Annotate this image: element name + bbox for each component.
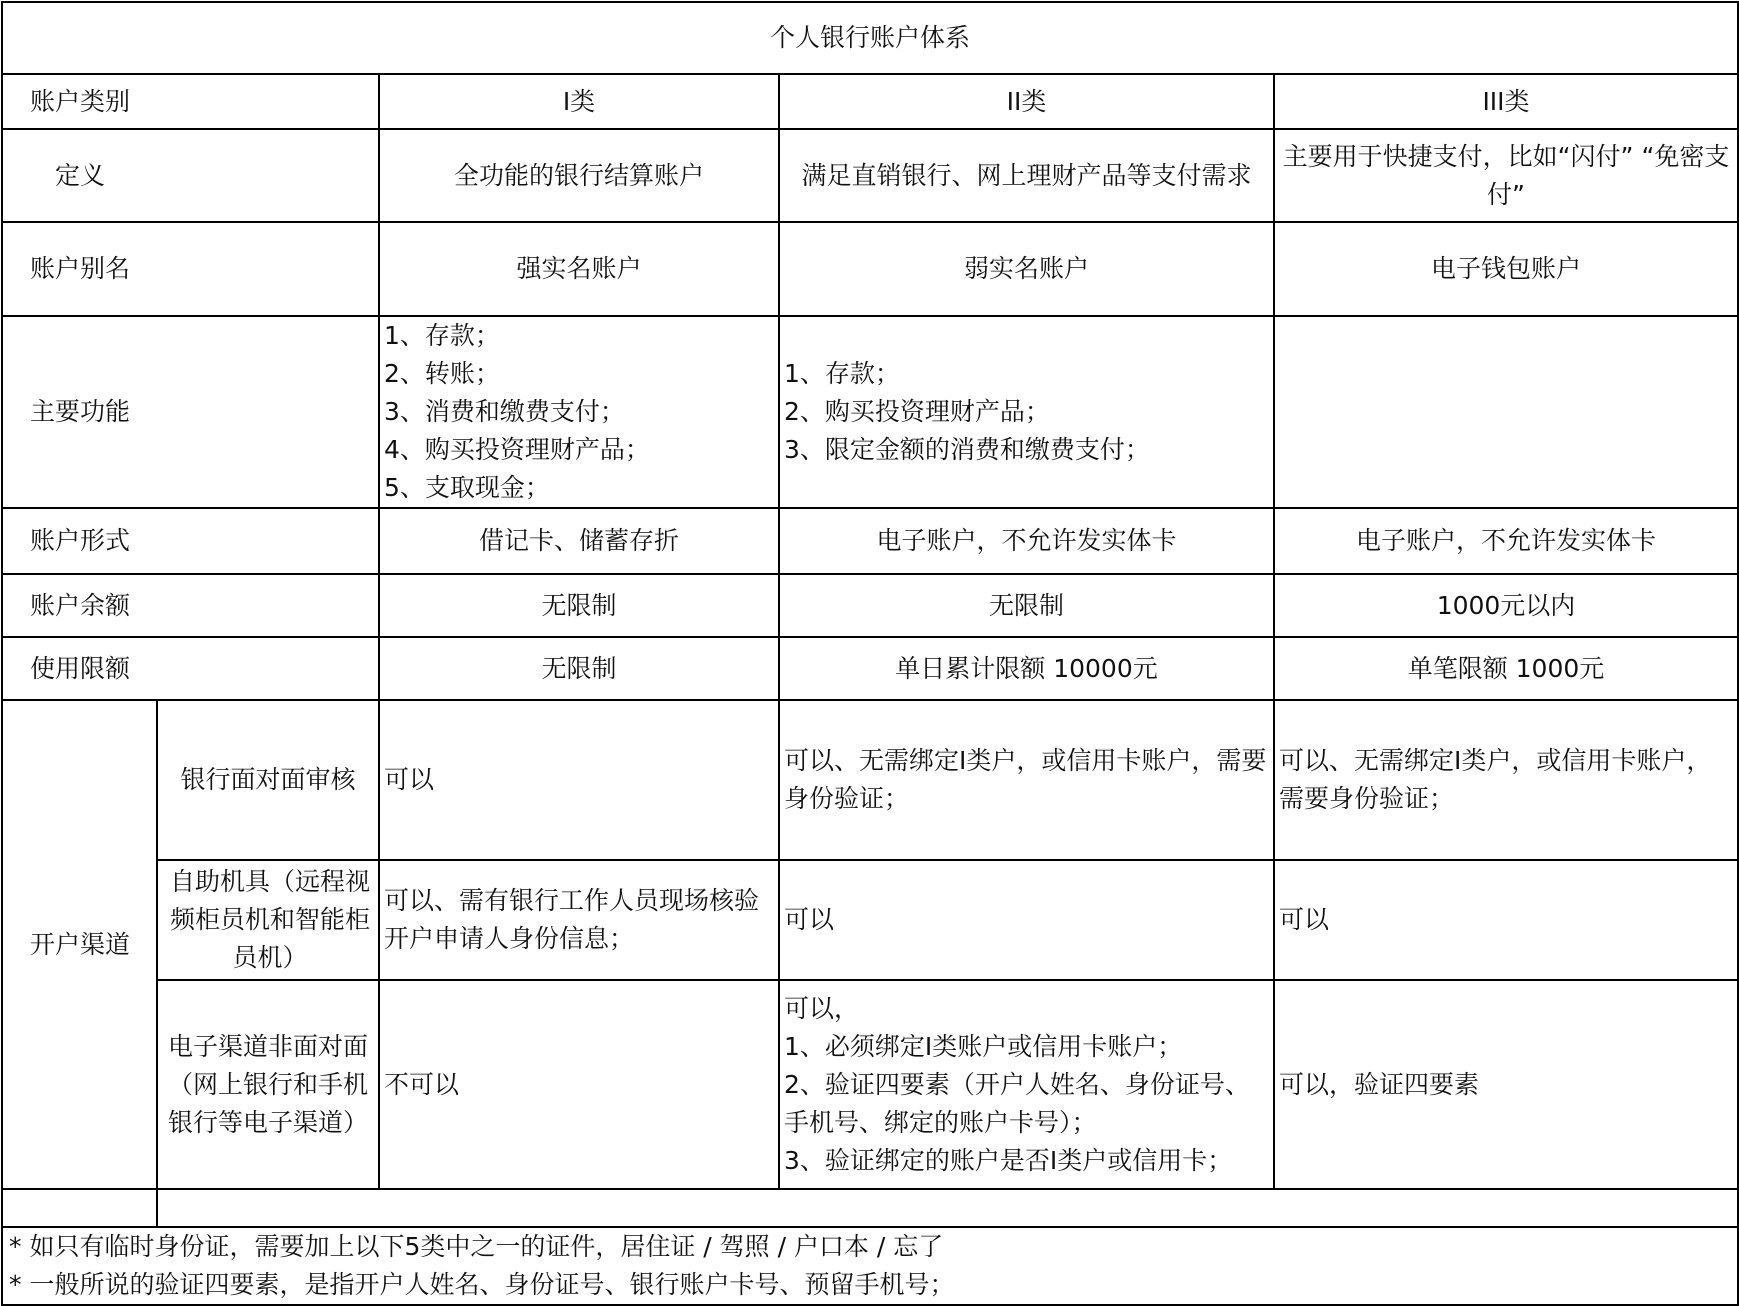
form-class-1: 借记卡、储蓄存折: [379, 508, 779, 574]
blank-row: [2, 1189, 1738, 1227]
footnote: * 一般所说的验证四要素，是指开户人姓名、身份证号、银行账户卡号、预留手机号；: [9, 1270, 955, 1299]
function-item: 4、购买投资理财产品；: [384, 435, 650, 464]
channel-counter-row: [2, 700, 1738, 860]
form-class-2: 电子账户，不允许发实体卡: [779, 508, 1274, 574]
column-header-class-1: I类: [379, 74, 779, 129]
row-label-category: 账户类别: [2, 74, 379, 129]
channel-online-row: [2, 980, 1738, 1189]
footnotes: [2, 1227, 1738, 1305]
function-item: 1、存款；: [384, 321, 500, 350]
table-title: 个人银行账户体系: [2, 2, 1738, 74]
balance-class-1: 无限制: [379, 574, 779, 637]
function-item: 2、转账；: [384, 359, 500, 388]
blank-cell: [2, 1189, 157, 1227]
row-label-form: 账户形式: [2, 508, 379, 574]
row-label-channels: 开户渠道: [2, 700, 157, 1189]
definition-class-3: 主要用于快捷支付，比如“闪付” “免密支付”: [1274, 129, 1738, 222]
channel-online-class-3: 可以，验证四要素: [1274, 980, 1738, 1189]
channel-kiosk-class-2: 可以: [779, 860, 1274, 980]
channel-kiosk-label: 自助机具（远程视 频柜员机和智能柜 员机）: [157, 860, 379, 980]
definition-class-1: 全功能的银行结算账户: [379, 129, 779, 222]
definition-row: [2, 129, 1738, 222]
alias-class-1: 强实名账户: [379, 222, 779, 316]
balance-class-2: 无限制: [779, 574, 1274, 637]
function-item: 3、限定金额的消费和缴费支付；: [784, 435, 1150, 464]
limit-class-3: 单笔限额 1000元: [1274, 637, 1738, 700]
channel-kiosk-class-3: 可以: [1274, 860, 1738, 980]
bank-account-table: [1, 1, 1739, 1306]
channel-counter-label: 银行面对面审核: [157, 700, 379, 860]
alias-class-3: 电子钱包账户: [1274, 222, 1738, 316]
channel-counter-class-1: 可以: [379, 700, 779, 860]
alias-class-2: 弱实名账户: [779, 222, 1274, 316]
footnote: * 如只有临时身份证，需要加上以下5类中之一的证件，居住证 / 驾照 / 户口本 / 忘了: [9, 1232, 944, 1261]
function-item: 3、消费和缴费支付；: [384, 397, 625, 426]
form-class-3: 电子账户，不允许发实体卡: [1274, 508, 1738, 574]
channel-kiosk-row: [2, 860, 1738, 980]
limit-class-2: 单日累计限额 10000元: [779, 637, 1274, 700]
header-row: [2, 74, 1738, 129]
form-row: [2, 508, 1738, 574]
functions-class-2: [779, 316, 1274, 508]
row-label-functions: 主要功能: [2, 316, 379, 508]
row-label-limit: 使用限额: [2, 637, 379, 700]
title-row: [2, 2, 1738, 74]
limit-class-1: 无限制: [379, 637, 779, 700]
definition-class-2: 满足直销银行、网上理财产品等支付需求: [779, 129, 1274, 222]
functions-class-1: [379, 316, 779, 508]
alias-row: [2, 222, 1738, 316]
channel-online-class-2: 可以， 1、必须绑定I类账户或信用卡账户； 2、验证四要素（开户人姓名、身份证号、 手机号、绑定的账户卡号）； 3、验证绑定的账户是否I类户或信用卡；: [779, 980, 1274, 1189]
blank-cell: [157, 1189, 1738, 1227]
function-item: 5、支取现金；: [384, 473, 550, 502]
column-header-class-3: III类: [1274, 74, 1738, 129]
column-header-class-2: II类: [779, 74, 1274, 129]
channel-kiosk-class-1: 可以、需有银行工作人员现场核验 开户申请人身份信息；: [379, 860, 779, 980]
notes-row: [2, 1227, 1738, 1305]
row-label-definition: 定义: [2, 129, 379, 222]
functions-class-3: [1274, 316, 1738, 508]
channel-counter-class-2: 可以、无需绑定I类户，或信用卡账户，需要 身份验证；: [779, 700, 1274, 860]
function-item: 2、购买投资理财产品；: [784, 397, 1050, 426]
row-label-balance: 账户余额: [2, 574, 379, 637]
functions-row: [2, 316, 1738, 508]
row-label-alias: 账户别名: [2, 222, 379, 316]
channel-counter-class-3: 可以、无需绑定I类户，或信用卡账户， 需要身份验证；: [1274, 700, 1738, 860]
channel-online-label: 电子渠道非面对面 （网上银行和手机 银行等电子渠道）: [157, 980, 379, 1189]
limit-row: [2, 637, 1738, 700]
function-item: 1、存款；: [784, 359, 900, 388]
balance-row: [2, 574, 1738, 637]
balance-class-3: 1000元以内: [1274, 574, 1738, 637]
channel-online-class-1: 不可以: [379, 980, 779, 1189]
